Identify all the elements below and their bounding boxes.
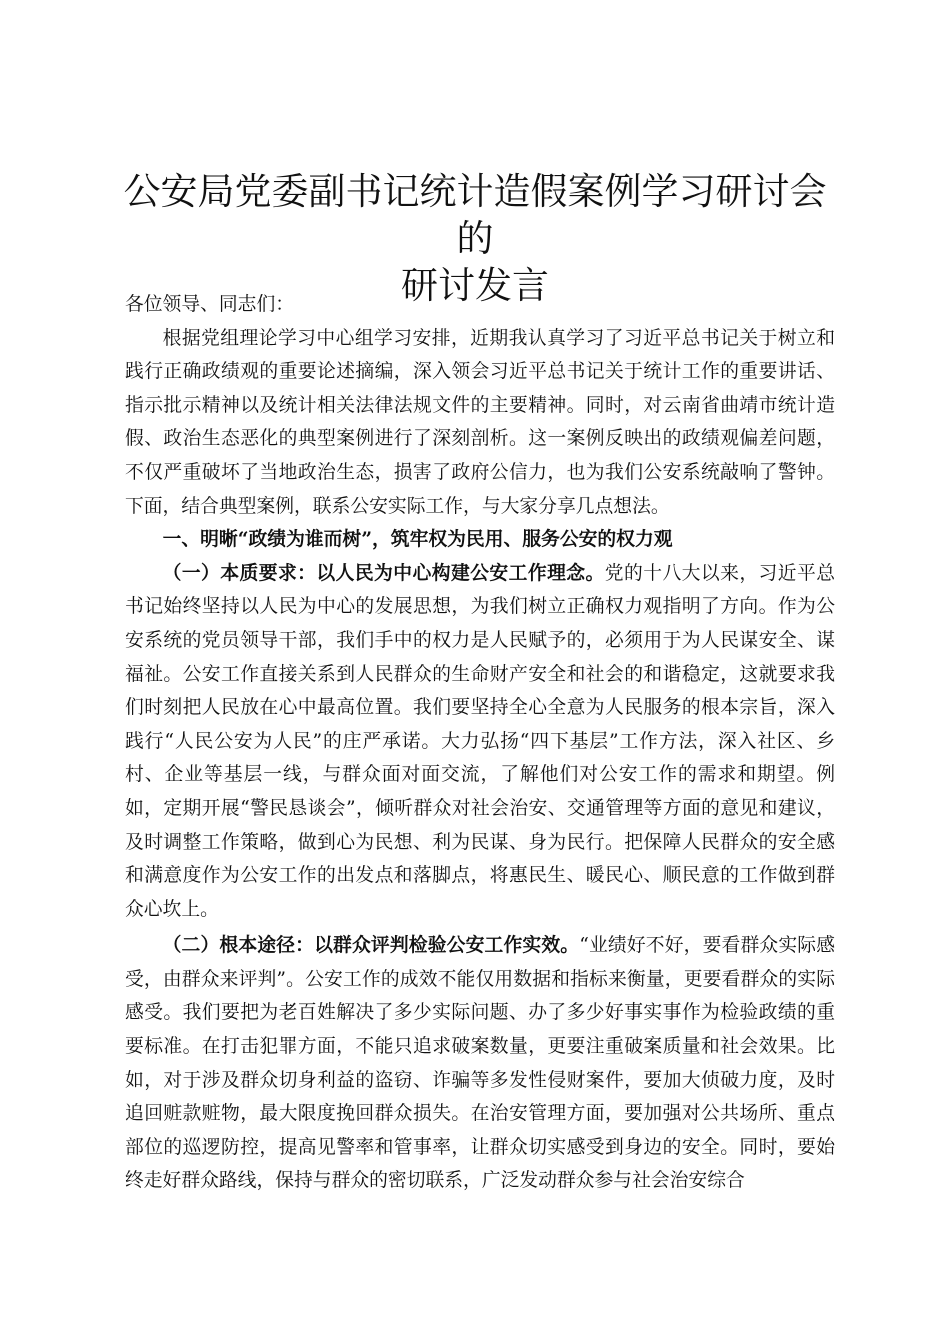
title-line-2: 研讨发言 (401, 264, 549, 307)
subsection-2-text: “业绩好不好，要看群众实际感受，由群众来评判”。公安工作的成效不能仅用数据和指标来衡量，更要看群众的实际感受。我们要把为老百姓解决了多少实际问题、办了多少好事实事作为检验政绩的重要标准。在打击犯罪方面，不能只追求破案数量，更要注重破案质量和社会效果。比如，对于涉及群众切身利益的盗窃、诈骗等多发性侵财案件，要加大侦破力度，及时追回赃款赃物，最大限度挽回群众损失。在治安管理方面，要加强对公共场所、重点部位的巡逻防控，提高见警率和管事率，让群众切实感受到身边的安全。同时，要始终走好群众路线，保持与群众的密切联系，广泛发动群众参与社会治安综合 (125, 935, 836, 1192)
document-body (125, 288, 835, 1198)
subsection-1-text: 党的十八大以来，习近平总书记始终坚持以人民为中心的发展思想，为我们树立正确权力观指明了方向。作为公安系统的党员领导干部，我们手中的权力是人民赋予的，必须用于为人民谋安全、谋福祉。公安工作直接关系到人民群众的生命财产安全和社会的和谐稳定，这就要求我们时刻把人民放在心中最高位置。我们要坚持全心全意为人民服务的根本宗旨，深入践行“人民公安为人民”的庄严承诺。大力弘扬“四下基层”工作方法，深入社区、乡村、企业等基层一线，与群众面对面交流，了解他们对公安工作的需求和期望。例如，定期开展“警民恳谈会”，倾听群众对社会治安、交通管理等方面的意见和建议，及时调整工作策略，做到心为民想、利为民谋、身为民行。把保障人民群众的安全感和满意度作为公安工作的出发点和落脚点，将惠民生、暖民心、顺民意的工作做到群众心坎上。 (125, 562, 836, 920)
subsection-1-lead: （一）本质要求：以人民为中心构建公安工作理念。 (162, 561, 605, 584)
salutation: 各位领导、同志们： (125, 294, 295, 315)
intro-paragraph: 根据党组理论学习中心组学习安排，近期我认真学习了习近平总书记关于树立和践行正确政绩观的重要论述摘编，深入领会习近平总书记关于统计工作的重要讲话、指示批示精神以及统计相关法律法规文件的主要精神。同时，对云南省曲靖市统计造假、政治生态恶化的典型案例进行了深刻剖析。这一案例反映出的政绩观偏差问题，不仅严重破坏了当地政治生态，损害了政府公信力，也为我们公安系统敲响了警钟。下面，结合典型案例，联系公安实际工作，与大家分享几点想法。 (125, 327, 835, 517)
subsection-2-paragraph (125, 929, 835, 1198)
section-1-heading: 一、明晰“政绩为谁而树”，筑牢权为民用、服务公安的权力观 (162, 528, 673, 551)
subsection-1-paragraph (125, 557, 835, 927)
subsection-2-lead: （二）根本途径：以群众评判检验公安工作实效。 (162, 934, 580, 957)
title-line-1: 公安局党委副书记统计造假案例学习研讨会的 (123, 170, 827, 260)
